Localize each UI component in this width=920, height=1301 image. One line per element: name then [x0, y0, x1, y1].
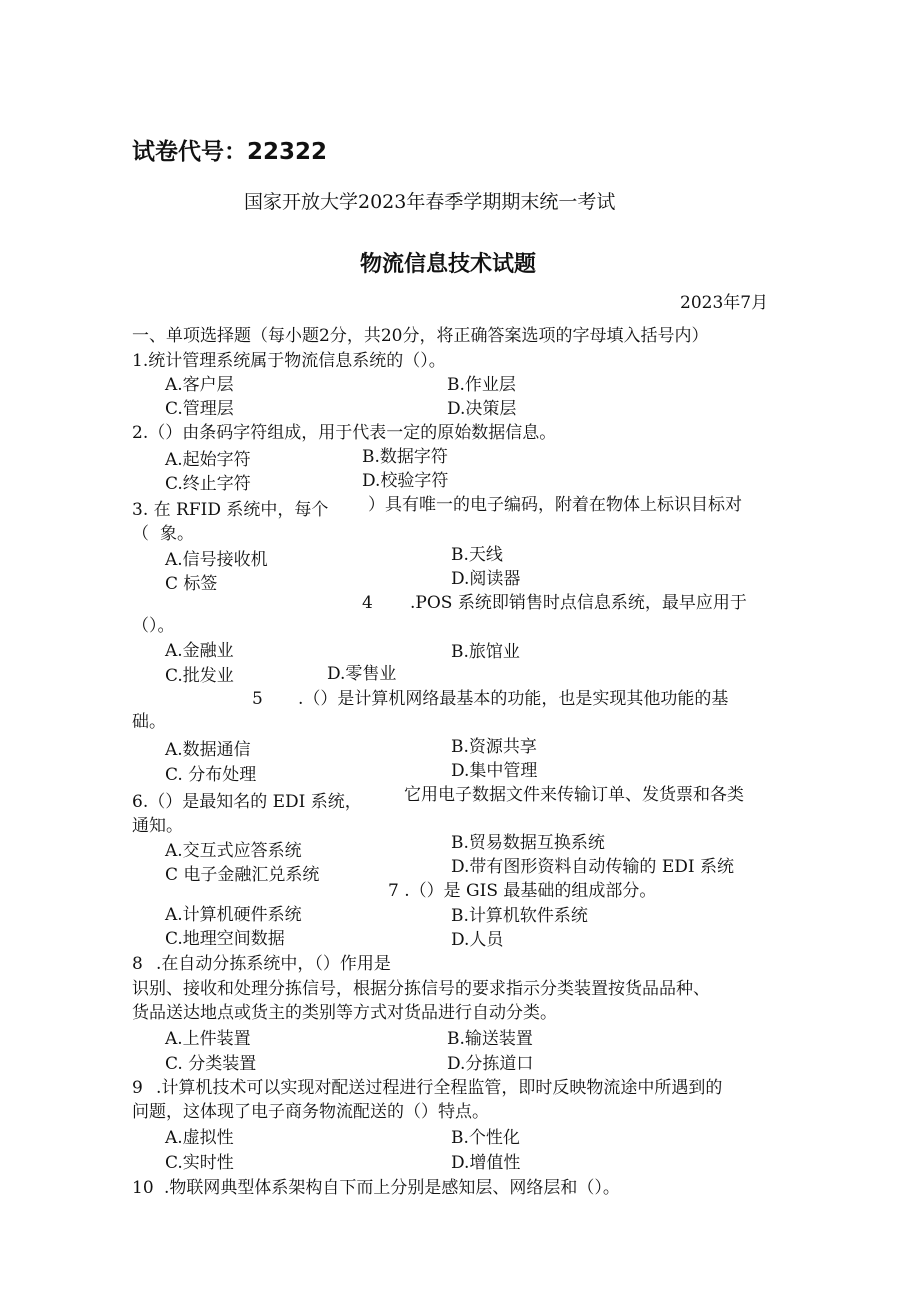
- q6-stem-part1: 6.（）是最知名的 EDI 系统，: [132, 792, 362, 812]
- q4-stem-part2: （）。: [132, 616, 175, 636]
- q9-option-c: C.实时性: [165, 1153, 234, 1173]
- q5-option-c: C. 分布处理: [165, 765, 257, 785]
- q6-stem-part2: 它用电子数据文件来传输订单、发货票和各类: [404, 785, 744, 805]
- q5-stem-part2: 础。: [132, 712, 166, 732]
- q1-option-d: D.决策层: [447, 399, 517, 419]
- q5-option-b: B.资源共享: [451, 737, 537, 757]
- q5-number: 5: [252, 689, 263, 709]
- q2-option-c: C.终止字符: [165, 474, 251, 494]
- section-heading: 一、单项选择题（每小题2分，共20分，将正确答案选项的字母填入括号内）: [132, 326, 709, 346]
- q9-stem-part2: 问题，这体现了电子商务物流配送的（）特点。: [132, 1102, 489, 1122]
- q8-option-c: C. 分类装置: [165, 1054, 257, 1074]
- q5-stem-part1: .（）是计算机网络最基本的功能，也是实现其他功能的基: [298, 689, 729, 709]
- q3-stem-part1: 3. 在 RFID 系统中，每个: [132, 500, 329, 520]
- q7-stem: 7 .（）是 GIS 最基础的组成部分。: [388, 881, 657, 901]
- q8-option-a: A.上件装置: [165, 1029, 251, 1049]
- q2-option-d: D.校验字符: [362, 471, 449, 491]
- q6-option-c: C 电子金融汇兑系统: [165, 865, 320, 885]
- q2-option-b: B.数据字符: [362, 447, 448, 467]
- q4-option-a: A.金融业: [165, 641, 234, 661]
- q7-option-b: B.计算机软件系统: [451, 906, 588, 926]
- q4-number: 4: [362, 593, 373, 613]
- q10-number: 10: [132, 1178, 154, 1198]
- q6-option-d: D.带有图形资料自动传输的 EDI 系统: [451, 857, 734, 877]
- q9-number: 9: [132, 1078, 143, 1098]
- q3-option-c: C 标签: [165, 574, 218, 594]
- q8-option-b: B.输送装置: [447, 1029, 533, 1049]
- exam-date: 2023年7月: [680, 293, 769, 313]
- q7-option-d: D.人员: [451, 930, 504, 950]
- q8-stem-part1: .在自动分拣系统中，（）作用是: [156, 954, 391, 974]
- q3-option-a: A.信号接收机: [165, 550, 268, 570]
- q7-option-c: C.地理空间数据: [165, 929, 285, 949]
- q3-stem-paren: （: [132, 524, 149, 544]
- q8-number: 8: [132, 954, 143, 974]
- q6-stem-part3: 通知。: [132, 816, 183, 836]
- q4-option-d: D.零售业: [327, 664, 397, 684]
- q1-stem: 1.统计管理系统属于物流信息系统的（）。: [132, 351, 446, 371]
- q3-stem-part2: ）具有唯一的电子编码，附着在物体上标识目标对: [368, 495, 742, 515]
- q4-stem-part1: .POS 系统即销售时点信息系统，最早应用于: [410, 593, 747, 613]
- q4-option-b: B.旅馆业: [451, 642, 520, 662]
- university-exam-line: 国家开放大学2023年春季学期期末统一考试: [244, 191, 616, 213]
- q4-option-c: C.批发业: [165, 666, 234, 686]
- q1-option-a: A.客户层: [165, 375, 234, 395]
- q6-option-b: B.贸易数据互换系统: [451, 833, 605, 853]
- q6-option-a: A.交互式应答系统: [165, 841, 302, 861]
- q3-stem-part3: 象。: [160, 524, 194, 544]
- q8-option-d: D.分拣道口: [447, 1054, 534, 1074]
- exam-title: 物流信息技术试题: [360, 251, 537, 277]
- q8-stem-part3: 货品送达地点或货主的类别等方式对货品进行自动分类。: [132, 1003, 557, 1023]
- q9-stem-part1: .计算机技术可以实现对配送过程进行全程监管，即时反映物流途中所遇到的: [156, 1078, 723, 1098]
- q2-option-a: A.起始字符: [165, 450, 251, 470]
- q9-option-d: D.增值性: [451, 1153, 521, 1173]
- q2-stem: 2.（）由条码字符组成，用于代表一定的原始数据信息。: [132, 423, 557, 443]
- q8-stem-part2: 识别、接收和处理分拣信号，根据分拣信号的要求指示分类装置按货品品种、: [132, 979, 710, 999]
- q5-option-a: A.数据通信: [165, 740, 251, 760]
- q5-option-d: D.集中管理: [451, 761, 538, 781]
- q3-option-b: B.天线: [451, 545, 503, 565]
- paper-code: 试卷代号：22322: [132, 139, 328, 165]
- q1-option-c: C.管理层: [165, 399, 234, 419]
- q1-option-b: B.作业层: [447, 375, 516, 395]
- q10-stem: .物联网典型体系架构自下而上分别是感知层、网络层和（）。: [164, 1178, 620, 1198]
- q7-option-a: A.计算机硬件系统: [165, 905, 302, 925]
- q9-option-b: B.个性化: [451, 1128, 520, 1148]
- q3-option-d: D.阅读器: [451, 569, 521, 589]
- q9-option-a: A.虚拟性: [165, 1128, 234, 1148]
